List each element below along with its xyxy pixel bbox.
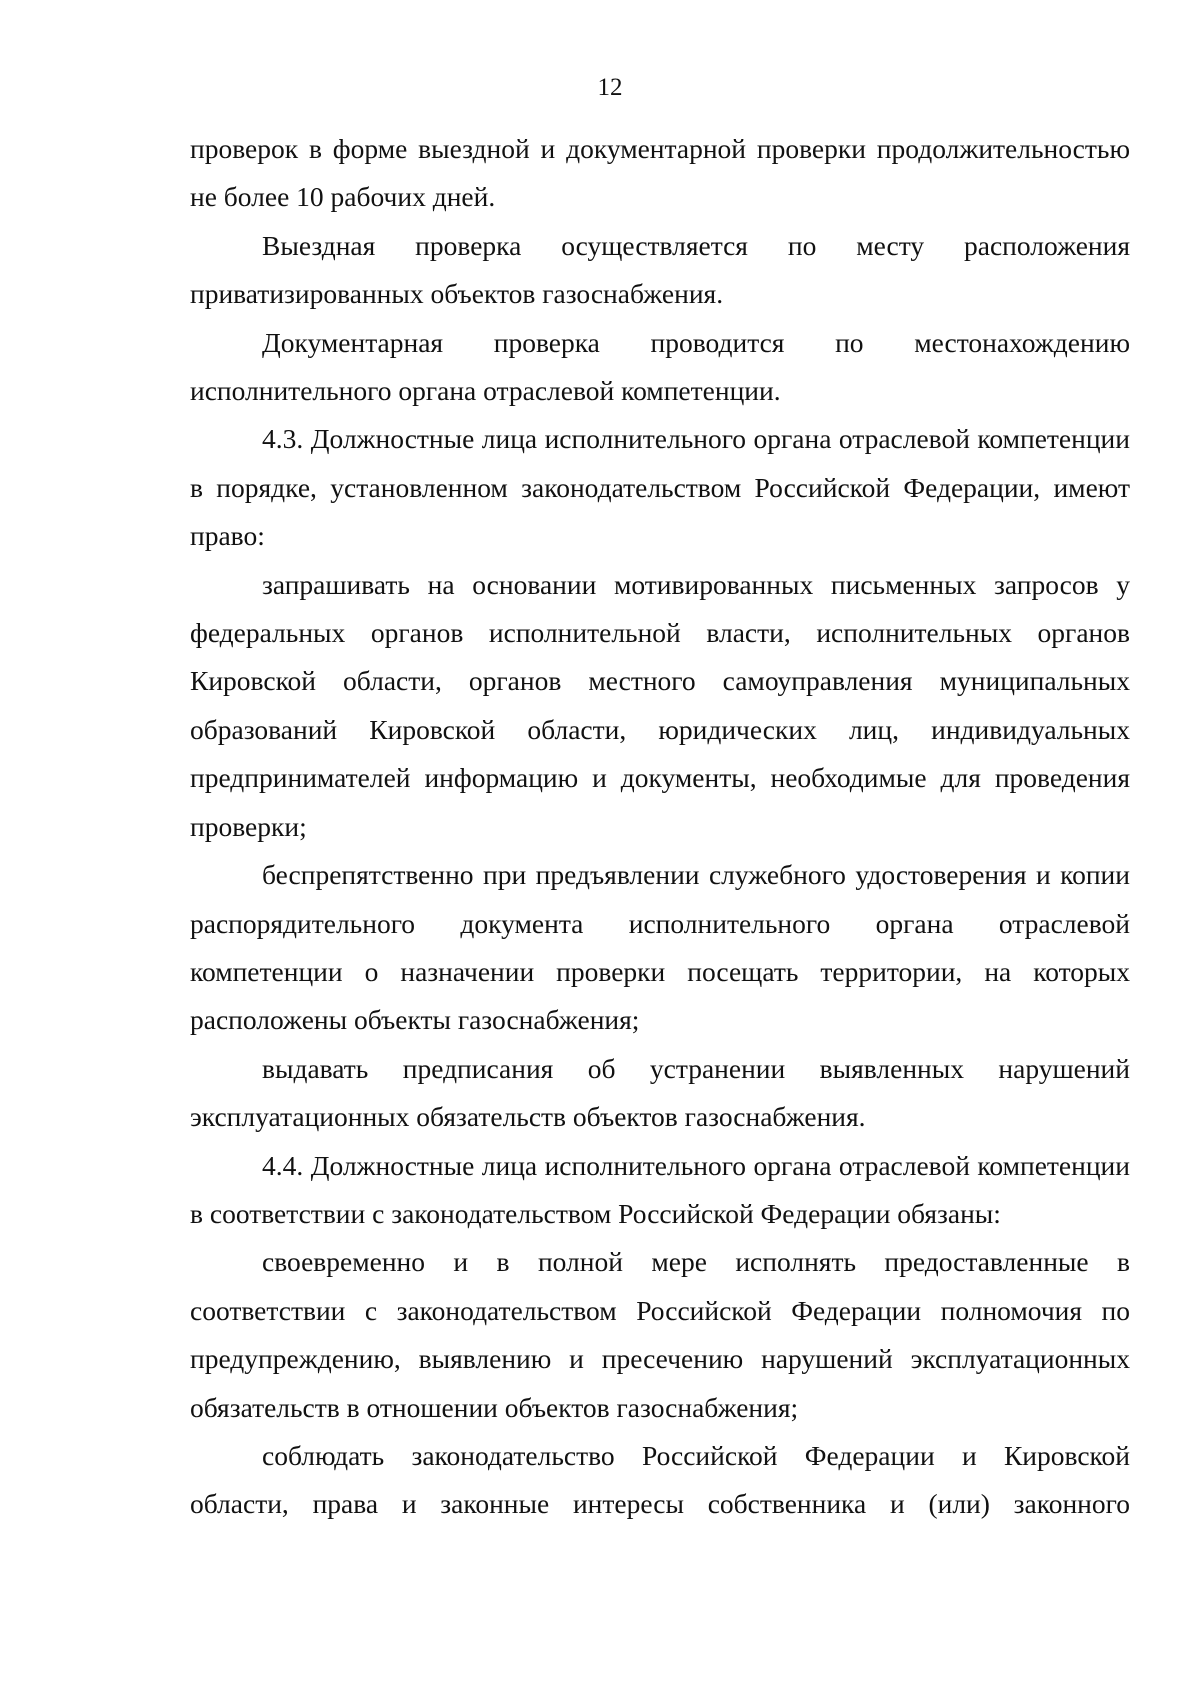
paragraph-section-4-4: 4.4. Должностные лица исполнительного органа отраслевой компетенции в соответствии с законодательством Российской Федерации обязаны: [190,1149,1130,1229]
paragraph-duty-observe-law: соблюдать законодательство Российской Федерации и Кировской области, права и законные интересы собственника и (или) законного [190,1439,1130,1520]
paragraph-section-4-3: 4.3. Должностные лица исполнительного органа отраслевой компетенции в порядке, установленном законодательством Российской Федерации, имеют право: [190,423,1130,552]
paragraph-continuation: проверок в форме выездной и документарной проверки продолжительностью не более 10 рабочих дней. [190,133,1130,213]
paragraph-right-request-info: запрашивать на основании мотивированных письменных запросов у федеральных органов исполнительной власти, исполнительных органов Кировской области, органов местного самоуправления муниципальных образований Кировской области, юридических лиц, индивидуальных предпринимателей информацию и документы, необходимые для проведения проверки; [190,568,1130,842]
paragraph-onsite-inspection: Выездная проверка осуществляется по месту расположения приватизированных объектов газоснабжения. [190,229,1130,310]
paragraph-right-visit-territory: беспрепятственно при предъявлении служебного удостоверения и копии распорядительного документа исполнительного органа отраслевой компетенции о назначении проверки посещать территории, на которых расположены объекты газоснабжения; [190,859,1130,1036]
document-body [190,125,1130,1529]
paragraph-duty-exercise-powers: своевременно и в полной мере исполнять предоставленные в соответствии с законодательством Российской Федерации полномочия по предупреждению, выявлению и пресечению нарушений эксплуатационных обязательств в отношении объектов газоснабжения; [190,1246,1130,1423]
page-number: 12 [597,74,623,101]
paragraph-documentary-inspection: Документарная проверка проводится по местонахождению исполнительного органа отраслевой компетенции. [190,326,1130,407]
paragraph-right-issue-orders: выдавать предписания об устранении выявленных нарушений эксплуатационных обязательств объектов газоснабжения. [190,1052,1130,1133]
